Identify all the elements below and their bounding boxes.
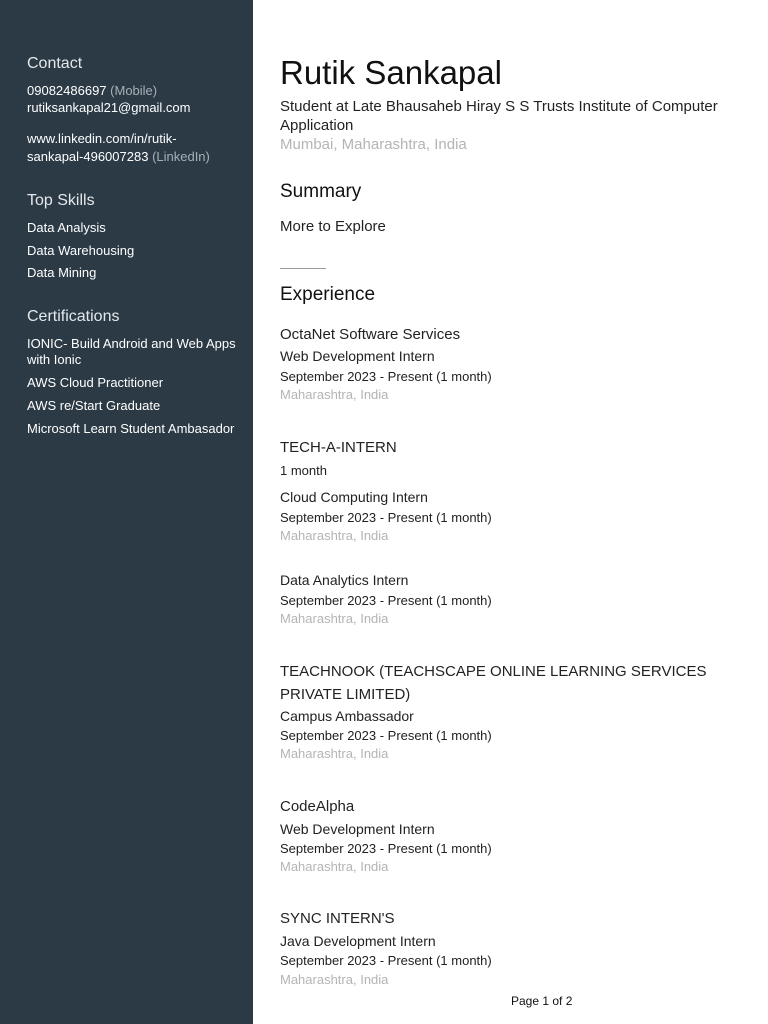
company-duration: 1 month [280,463,327,478]
job-dates: September 2023 - Present (1 month) [280,953,492,968]
job-dates: September 2023 - Present (1 month) [280,728,492,743]
certification-item-continued: with Ionic [27,352,82,367]
skill-item: Data Mining [27,265,97,280]
contact-heading: Contact [27,55,83,72]
sidebar [0,0,253,1024]
skill-item: Data Analysis [27,220,106,235]
certification-item: Microsoft Learn Student Ambasador [27,421,235,436]
company-name: TEACHNOOK (TEACHSCAPE ONLINE LEARNING SERVICES PRIVATE LIMITED) [280,663,707,703]
job-role: Java Development Intern [280,933,436,949]
profile-headline: Student at Late Bhausaheb Hiray S S Trusts Institute of Computer Application [280,98,718,134]
job-location: Maharashtra, India [280,611,389,626]
job-role: Cloud Computing Intern [280,489,428,505]
skills-heading: Top Skills [27,192,95,209]
contact-email[interactable]: rutiksankapal21@gmail.com [27,100,191,115]
job-location: Maharashtra, India [280,387,389,402]
profile-name: Rutik Sankapal [280,54,502,91]
phone-number[interactable]: 09082486697 [27,83,107,98]
main-content [253,0,768,1024]
certification-item: IONIC- Build Android and Web Apps [27,336,236,351]
profile-location: Mumbai, Maharashtra, India [280,136,467,153]
summary-heading: Summary [280,181,362,202]
job-location: Maharashtra, India [280,528,389,543]
job-dates: September 2023 - Present (1 month) [280,593,492,608]
section-divider [280,268,326,269]
job-location: Maharashtra, India [280,972,389,987]
job-location: Maharashtra, India [280,859,389,874]
certification-item: AWS Cloud Practitioner [27,375,164,390]
company-name: OctaNet Software Services [280,326,461,343]
job-location: Maharashtra, India [280,746,389,761]
experience-heading: Experience [280,284,376,305]
job-role: Web Development Intern [280,821,435,837]
job-role: Campus Ambassador [280,708,414,724]
certification-item: AWS re/Start Graduate [27,398,161,413]
job-role: Data Analytics Intern [280,572,409,588]
summary-text: More to Explore [280,218,386,235]
job-dates: September 2023 - Present (1 month) [280,510,492,525]
linkedin-url-line2 [27,148,210,165]
linkedin-url-line1[interactable]: www.linkedin.com/in/rutik- [27,131,177,146]
contact-phone-line [27,82,157,99]
linkedin-url-part2[interactable]: sankapal-496007283 [27,149,149,164]
company-name: CodeAlpha [280,798,355,815]
job-dates: September 2023 - Present (1 month) [280,841,492,856]
company-name: TECH-A-INTERN [280,439,397,456]
skill-item: Data Warehousing [27,243,135,258]
job-role: Web Development Intern [280,348,435,364]
phone-label: (Mobile) [110,83,158,98]
linkedin-label: (LinkedIn) [152,149,210,164]
certifications-heading: Certifications [27,308,120,325]
company-name: SYNC INTERN'S [280,910,395,927]
job-dates: September 2023 - Present (1 month) [280,369,492,384]
